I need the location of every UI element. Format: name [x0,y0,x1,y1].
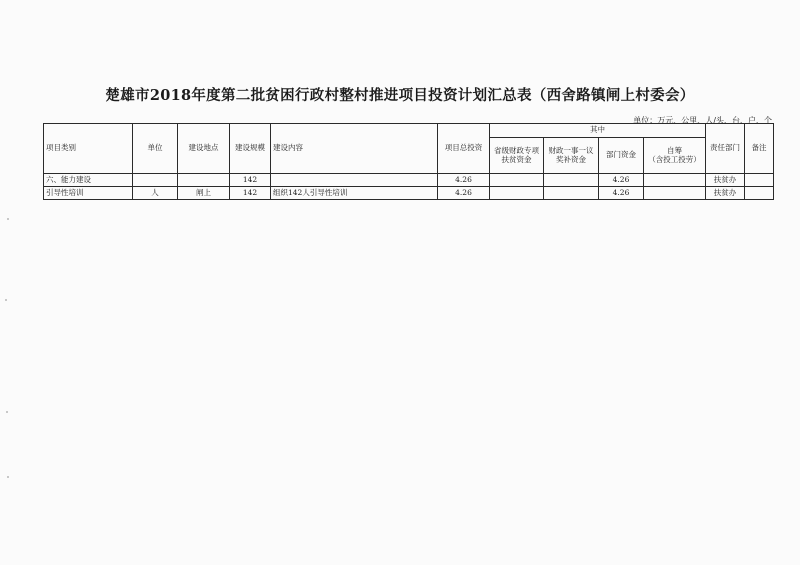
header-category: 项目类别 [44,124,133,174]
table-row [44,187,774,200]
header-self: 自筹 （含投工投劳） [644,138,706,174]
scan-speck [7,476,9,478]
cell-unit: 人 [133,187,178,200]
cell-yishi [544,187,599,200]
header-yishi: 财政一事一议 奖补资金 [544,138,599,174]
investment-plan-table [43,123,774,200]
header-unit: 单位 [133,124,178,174]
cell-remark [745,187,774,200]
cell-provincial [490,174,544,187]
cell-scale: 142 [230,187,271,200]
cell-content: 组织142人引导性培训 [271,187,438,200]
header-of-which: 其中 [490,124,706,138]
scan-speck [7,218,9,220]
cell-dept: 4.26 [599,187,644,200]
cell-location [178,174,230,187]
cell-self [644,187,706,200]
cell-category: 六、能力建设 [44,174,133,187]
header-dept: 部门资金 [599,138,644,174]
header-scale: 建设规模 [230,124,271,174]
scan-speck [5,299,7,301]
cell-unit [133,174,178,187]
cell-responsible: 扶贫办 [706,174,745,187]
header-location: 建设地点 [178,124,230,174]
scan-speck [6,411,8,413]
cell-yishi [544,174,599,187]
cell-content [271,174,438,187]
cell-provincial [490,187,544,200]
cell-self [644,174,706,187]
unit-note: 单位：万元、公里、人/头、台、户、个 [633,116,772,125]
cell-remark [745,174,774,187]
table-row [44,174,774,187]
header-content: 建设内容 [271,124,438,174]
cell-total: 4.26 [438,187,490,200]
header-remark: 备注 [745,124,774,174]
header-responsible: 责任部门 [706,124,745,174]
cell-location: 闸上 [178,187,230,200]
header-total: 项目总投资 [438,124,490,174]
cell-dept: 4.26 [599,174,644,187]
header-provincial: 省级财政专项 扶贫资金 [490,138,544,174]
cell-responsible: 扶贫办 [706,187,745,200]
cell-total: 4.26 [438,174,490,187]
cell-scale: 142 [230,174,271,187]
document-title: 楚雄市2018年度第二批贫困行政村整村推进项目投资计划汇总表（西舍路镇闸上村委会） [105,87,695,104]
cell-category: 引导性培训 [44,187,133,200]
